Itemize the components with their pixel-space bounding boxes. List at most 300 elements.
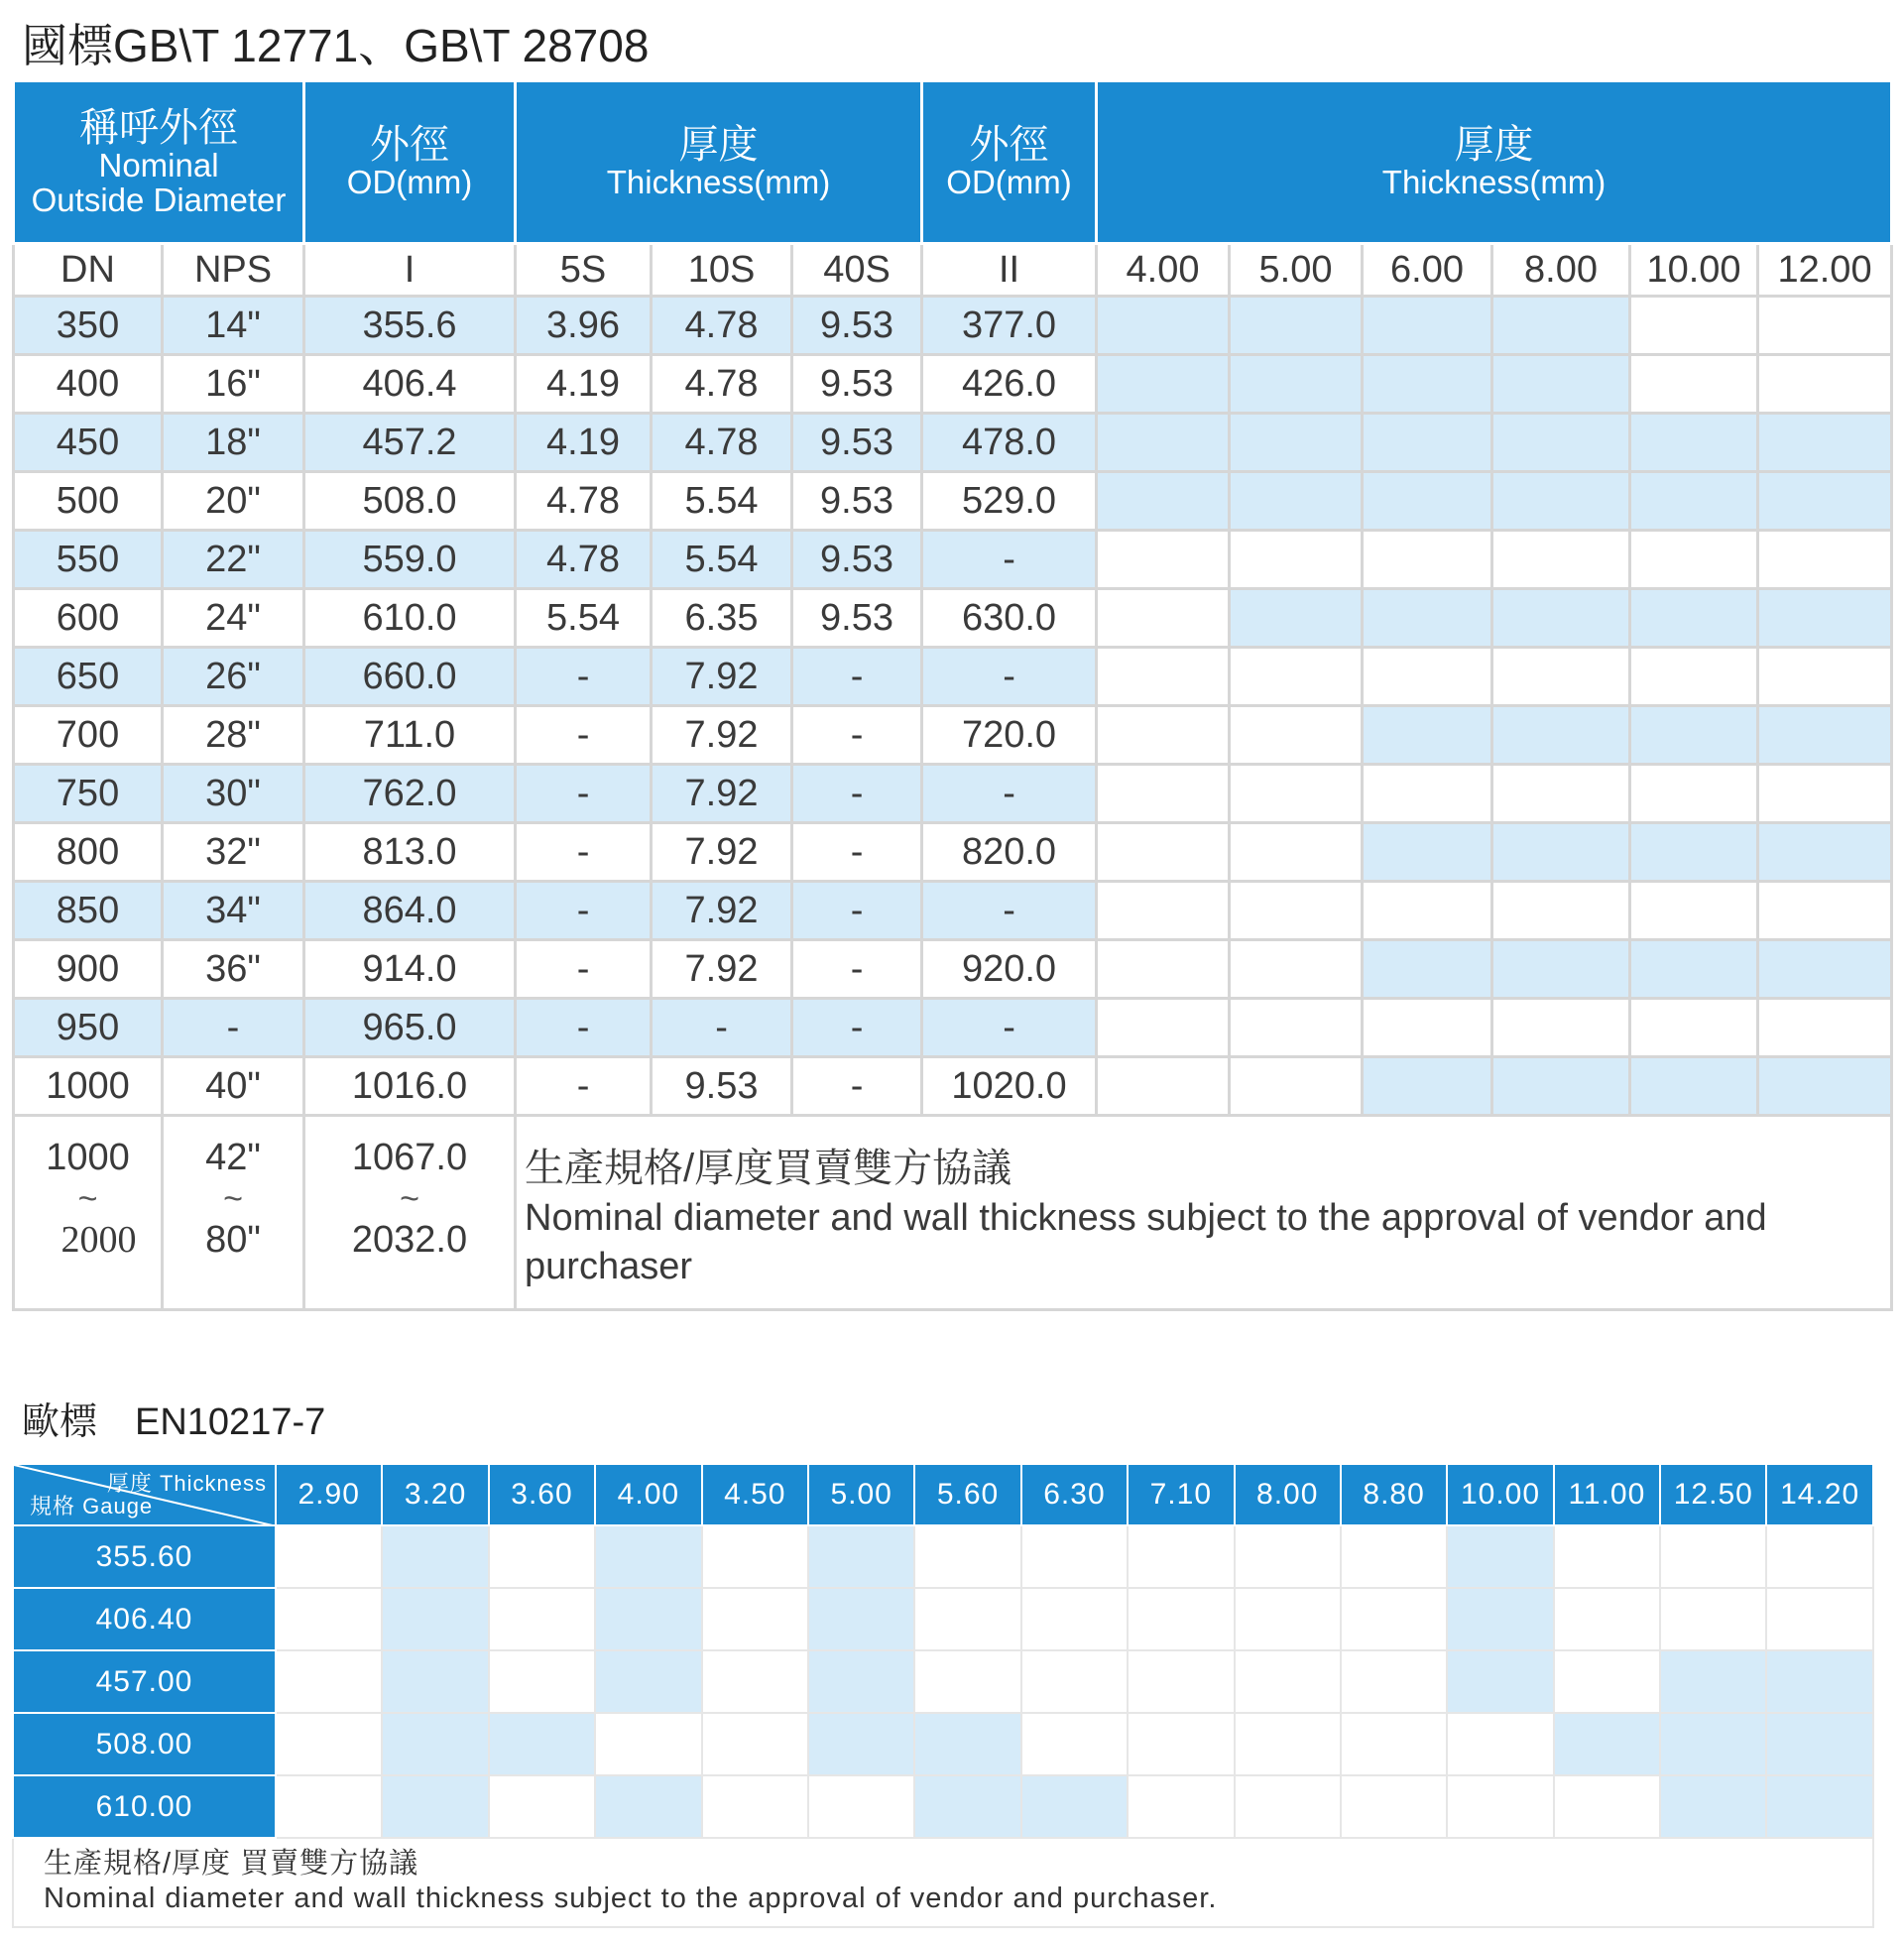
en-standard-title: 歐標 EN10217-7	[22, 1401, 326, 1443]
thickness-availability-cell	[1230, 414, 1363, 472]
footer-nps-tilde: ~	[223, 1179, 243, 1218]
corner-thickness-label: 厚度 Thickness	[106, 1471, 267, 1496]
thickness-availability-cell	[1363, 706, 1492, 765]
subheader-0: DN	[14, 244, 163, 297]
footer-dn-from: 1000	[46, 1137, 130, 1178]
thickness-availability-cell	[1630, 706, 1758, 765]
en-thickness-header-1: 3.20	[382, 1464, 488, 1525]
cell-od1: 355.6	[304, 297, 516, 355]
thickness-availability-cell	[1230, 297, 1363, 355]
cell-s40: -	[792, 882, 922, 940]
table-row	[14, 823, 1892, 882]
en-availability-cell	[1128, 1525, 1234, 1588]
cell-s5: -	[516, 882, 652, 940]
cell-s5: 3.96	[516, 297, 652, 355]
thickness-availability-cell	[1363, 589, 1492, 648]
thickness-availability-cell	[1097, 823, 1230, 882]
table-row	[14, 472, 1892, 531]
en-availability-cell	[702, 1525, 808, 1588]
en-availability-cell	[1341, 1775, 1447, 1838]
en-availability-cell	[1554, 1525, 1660, 1588]
thickness-availability-cell	[1758, 531, 1892, 589]
thickness-availability-cell	[1492, 589, 1630, 648]
thickness-availability-cell	[1097, 999, 1230, 1057]
thickness-availability-cell	[1363, 882, 1492, 940]
cell-s40: -	[792, 1057, 922, 1116]
thickness-availability-cell	[1230, 765, 1363, 823]
header-thickness-2	[1097, 81, 1892, 244]
cell-dn: 800	[14, 823, 163, 882]
en-gauge-cell: 508.00	[13, 1713, 276, 1775]
cell-nps: 32"	[163, 823, 304, 882]
cell-s40: -	[792, 706, 922, 765]
header-od-2	[922, 81, 1097, 244]
en-note-en: Nominal diameter and wall thickness subject to the approval of vendor and purchaser.	[44, 1882, 1218, 1914]
cell-od2: 720.0	[922, 706, 1097, 765]
en-availability-cell	[1235, 1713, 1341, 1775]
cell-s5: 4.78	[516, 531, 652, 589]
thickness-availability-cell	[1492, 355, 1630, 414]
thickness-availability-cell	[1630, 472, 1758, 531]
cell-od1: 508.0	[304, 472, 516, 531]
header-od2-cn: 外徑	[969, 123, 1049, 168]
en-availability-cell	[1766, 1525, 1872, 1588]
gb-spec-table	[12, 79, 1893, 1311]
en-availability-cell	[1128, 1713, 1234, 1775]
en-table-row	[13, 1525, 1873, 1588]
thickness-availability-cell	[1492, 706, 1630, 765]
thickness-availability-cell	[1758, 940, 1892, 999]
cell-s5: 4.19	[516, 414, 652, 472]
en-availability-cell	[382, 1713, 488, 1775]
en-availability-cell	[702, 1588, 808, 1650]
cell-dn: 950	[14, 999, 163, 1057]
cell-s10: 9.53	[652, 1057, 792, 1116]
cell-s5: -	[516, 940, 652, 999]
table-row	[14, 706, 1892, 765]
header-od2-en: OD(mm)	[946, 164, 1072, 201]
en-availability-cell	[1766, 1775, 1872, 1838]
thickness-availability-cell	[1630, 765, 1758, 823]
cell-od2: -	[922, 765, 1097, 823]
footer-dn-range	[14, 1116, 163, 1310]
header-nominal-cn: 稱呼外徑	[79, 105, 238, 150]
en-availability-cell	[1235, 1588, 1341, 1650]
en-availability-cell	[1554, 1650, 1660, 1713]
en-availability-cell	[1021, 1525, 1128, 1588]
table-row	[14, 765, 1892, 823]
table-row	[14, 940, 1892, 999]
table-row	[14, 999, 1892, 1057]
en-availability-cell	[1660, 1650, 1766, 1713]
thickness-availability-cell	[1758, 882, 1892, 940]
thickness-availability-cell	[1363, 999, 1492, 1057]
thickness-availability-cell	[1363, 472, 1492, 531]
cell-nps: 16"	[163, 355, 304, 414]
subheader-10: 8.00	[1492, 244, 1630, 297]
thickness-availability-cell	[1230, 472, 1363, 531]
cell-s40: -	[792, 999, 922, 1057]
header-thk2-en: Thickness(mm)	[1381, 164, 1606, 201]
thickness-availability-cell	[1492, 648, 1630, 706]
cell-nps: 28"	[163, 706, 304, 765]
thickness-availability-cell	[1230, 706, 1363, 765]
subheader-12: 12.00	[1758, 244, 1892, 297]
thickness-availability-cell	[1230, 882, 1363, 940]
en-availability-cell	[1447, 1588, 1553, 1650]
cell-s10: 5.54	[652, 531, 792, 589]
en-availability-cell	[1128, 1588, 1234, 1650]
cell-od2: 377.0	[922, 297, 1097, 355]
cell-s10: 7.92	[652, 823, 792, 882]
en-availability-cell	[1235, 1775, 1341, 1838]
cell-s40: -	[792, 823, 922, 882]
cell-od2: 820.0	[922, 823, 1097, 882]
thickness-availability-cell	[1363, 765, 1492, 823]
en-table-row	[13, 1588, 1873, 1650]
footer-note	[516, 1116, 1892, 1310]
en-availability-cell	[808, 1650, 914, 1713]
en-availability-cell	[1341, 1650, 1447, 1713]
table-row	[14, 297, 1892, 355]
cell-s10: 4.78	[652, 297, 792, 355]
cell-s40: -	[792, 648, 922, 706]
cell-od1: 762.0	[304, 765, 516, 823]
thickness-availability-cell	[1492, 999, 1630, 1057]
en-availability-cell	[276, 1713, 382, 1775]
en-availability-cell	[1660, 1713, 1766, 1775]
gb-footer-row	[14, 1116, 1892, 1310]
en-thickness-header-9: 8.00	[1235, 1464, 1341, 1525]
cell-dn: 600	[14, 589, 163, 648]
thickness-availability-cell	[1492, 823, 1630, 882]
en-availability-cell	[595, 1775, 701, 1838]
thickness-availability-cell	[1363, 1057, 1492, 1116]
cell-s40: -	[792, 765, 922, 823]
cell-od1: 559.0	[304, 531, 516, 589]
thickness-availability-cell	[1097, 355, 1230, 414]
en-availability-cell	[1235, 1525, 1341, 1588]
thickness-availability-cell	[1758, 765, 1892, 823]
en-gauge-cell: 355.60	[13, 1525, 276, 1588]
en-availability-cell	[276, 1650, 382, 1713]
table-row	[14, 589, 1892, 648]
en-availability-cell	[1447, 1525, 1553, 1588]
thickness-availability-cell	[1758, 589, 1892, 648]
en-availability-cell	[702, 1775, 808, 1838]
en-availability-cell	[808, 1588, 914, 1650]
cell-nps: 26"	[163, 648, 304, 706]
en-table-row	[13, 1713, 1873, 1775]
cell-od1: 406.4	[304, 355, 516, 414]
en-gauge-cell: 610.00	[13, 1775, 276, 1838]
table-row	[14, 648, 1892, 706]
thickness-availability-cell	[1230, 589, 1363, 648]
thickness-availability-cell	[1230, 999, 1363, 1057]
cell-s10: 7.92	[652, 648, 792, 706]
cell-s40: -	[792, 940, 922, 999]
cell-od1: 711.0	[304, 706, 516, 765]
en-availability-cell	[276, 1525, 382, 1588]
subheader-2: I	[304, 244, 516, 297]
cell-s10: 7.92	[652, 765, 792, 823]
footer-note-en: Nominal diameter and wall thickness subject to the approval of vendor and purchaser	[525, 1197, 1767, 1288]
cell-od1: 813.0	[304, 823, 516, 882]
cell-od2: 478.0	[922, 414, 1097, 472]
en-table-row	[13, 1650, 1873, 1713]
en-availability-cell	[808, 1775, 914, 1838]
footer-nps-to: 80"	[205, 1218, 261, 1261]
thickness-availability-cell	[1758, 1057, 1892, 1116]
thickness-availability-cell	[1097, 706, 1230, 765]
subheader-11: 10.00	[1630, 244, 1758, 297]
cell-nps: 14"	[163, 297, 304, 355]
cell-nps: 20"	[163, 472, 304, 531]
en-availability-cell	[702, 1650, 808, 1713]
thickness-availability-cell	[1630, 648, 1758, 706]
en-thickness-header-7: 6.30	[1021, 1464, 1128, 1525]
footer-od-from: 1067.0	[351, 1137, 468, 1178]
cell-s40: 9.53	[792, 472, 922, 531]
en-availability-cell	[914, 1775, 1020, 1838]
thickness-availability-cell	[1630, 355, 1758, 414]
header-nominal-diameter	[14, 81, 304, 244]
en-availability-cell	[1766, 1588, 1872, 1650]
cell-nps: 36"	[163, 940, 304, 999]
table-row	[14, 531, 1892, 589]
cell-s10: 5.54	[652, 472, 792, 531]
thickness-availability-cell	[1097, 940, 1230, 999]
en-footer-row	[13, 1838, 1873, 1927]
en-availability-cell	[1554, 1775, 1660, 1838]
thickness-availability-cell	[1097, 648, 1230, 706]
en-availability-cell	[489, 1588, 595, 1650]
subheader-1: NPS	[163, 244, 304, 297]
thickness-availability-cell	[1630, 589, 1758, 648]
cell-s5: -	[516, 999, 652, 1057]
thickness-availability-cell	[1230, 1057, 1363, 1116]
footer-od-range	[304, 1116, 516, 1310]
cell-s40: 9.53	[792, 589, 922, 648]
cell-dn: 400	[14, 355, 163, 414]
corner-gauge-label: 規格 Gauge	[30, 1494, 154, 1518]
en-availability-cell	[1660, 1588, 1766, 1650]
en-thickness-header-2: 3.60	[489, 1464, 595, 1525]
thickness-availability-cell	[1758, 706, 1892, 765]
en-availability-cell	[1554, 1588, 1660, 1650]
en-gauge-cell: 457.00	[13, 1650, 276, 1713]
footer-dn-tilde: ~	[77, 1179, 98, 1218]
thickness-availability-cell	[1630, 297, 1758, 355]
en-thickness-header-8: 7.10	[1128, 1464, 1234, 1525]
thickness-availability-cell	[1097, 589, 1230, 648]
cell-s5: -	[516, 648, 652, 706]
subheader-8: 5.00	[1230, 244, 1363, 297]
en-availability-cell	[914, 1713, 1020, 1775]
en-table-row	[13, 1775, 1873, 1838]
thickness-availability-cell	[1492, 1057, 1630, 1116]
header-od1-en: OD(mm)	[346, 164, 473, 201]
en-thickness-header-13: 12.50	[1660, 1464, 1766, 1525]
cell-od2: 1020.0	[922, 1057, 1097, 1116]
en-footer-note	[13, 1838, 1873, 1927]
gb-standard-title: 國標GB\T 12771、GB\T 28708	[22, 20, 650, 71]
thickness-availability-cell	[1630, 940, 1758, 999]
cell-od2: 920.0	[922, 940, 1097, 999]
thickness-availability-cell	[1363, 297, 1492, 355]
table-row	[14, 414, 1892, 472]
cell-nps: 22"	[163, 531, 304, 589]
cell-dn: 500	[14, 472, 163, 531]
subheader-7: 4.00	[1097, 244, 1230, 297]
thickness-availability-cell	[1492, 882, 1630, 940]
cell-s5: 5.54	[516, 589, 652, 648]
subheader-4: 10S	[652, 244, 792, 297]
table-row	[14, 1057, 1892, 1116]
thickness-availability-cell	[1758, 648, 1892, 706]
en-availability-cell	[1021, 1650, 1128, 1713]
cell-s5: -	[516, 1057, 652, 1116]
thickness-availability-cell	[1363, 940, 1492, 999]
thickness-availability-cell	[1097, 472, 1230, 531]
cell-s10: -	[652, 999, 792, 1057]
cell-s10: 4.78	[652, 414, 792, 472]
thickness-availability-cell	[1097, 1057, 1230, 1116]
cell-od1: 660.0	[304, 648, 516, 706]
cell-od1: 610.0	[304, 589, 516, 648]
en-thickness-header-5: 5.00	[808, 1464, 914, 1525]
header-thickness-1	[516, 81, 922, 244]
cell-dn: 450	[14, 414, 163, 472]
thickness-availability-cell	[1758, 414, 1892, 472]
cell-dn: 750	[14, 765, 163, 823]
cell-od1: 965.0	[304, 999, 516, 1057]
cell-od2: 529.0	[922, 472, 1097, 531]
en-availability-cell	[1128, 1650, 1234, 1713]
en-availability-cell	[1766, 1713, 1872, 1775]
thickness-availability-cell	[1230, 531, 1363, 589]
thickness-availability-cell	[1097, 531, 1230, 589]
cell-nps: 24"	[163, 589, 304, 648]
en-thickness-header-0: 2.90	[276, 1464, 382, 1525]
en-availability-cell	[595, 1525, 701, 1588]
en-availability-cell	[702, 1713, 808, 1775]
footer-dn-to: 2000	[60, 1218, 137, 1261]
en-corner-header	[13, 1464, 276, 1525]
thickness-availability-cell	[1492, 531, 1630, 589]
en-availability-cell	[1447, 1713, 1553, 1775]
cell-od2: 426.0	[922, 355, 1097, 414]
thickness-availability-cell	[1630, 531, 1758, 589]
footer-od-tilde: ~	[400, 1179, 419, 1218]
subheader-row	[14, 244, 1892, 297]
thickness-availability-cell	[1363, 823, 1492, 882]
en-availability-cell	[489, 1525, 595, 1588]
en-availability-cell	[914, 1588, 1020, 1650]
thickness-availability-cell	[1492, 297, 1630, 355]
thickness-availability-cell	[1630, 999, 1758, 1057]
footer-nps-from: 42"	[205, 1137, 261, 1178]
en-availability-cell	[1554, 1713, 1660, 1775]
cell-nps: 18"	[163, 414, 304, 472]
thickness-availability-cell	[1630, 1057, 1758, 1116]
en-thickness-header-11: 10.00	[1447, 1464, 1553, 1525]
en-availability-cell	[1341, 1588, 1447, 1650]
en-availability-cell	[1021, 1775, 1128, 1838]
cell-od2: -	[922, 999, 1097, 1057]
thickness-availability-cell	[1097, 297, 1230, 355]
en-availability-cell	[489, 1713, 595, 1775]
en-availability-cell	[595, 1713, 701, 1775]
header-thk1-cn: 厚度	[678, 123, 759, 168]
cell-od2: -	[922, 648, 1097, 706]
cell-s40: 9.53	[792, 531, 922, 589]
en-availability-cell	[595, 1650, 701, 1713]
en-thickness-header-6: 5.60	[914, 1464, 1020, 1525]
thickness-availability-cell	[1492, 472, 1630, 531]
thickness-availability-cell	[1492, 940, 1630, 999]
cell-dn: 1000	[14, 1057, 163, 1116]
en-thickness-header-4: 4.50	[702, 1464, 808, 1525]
footer-nps-range	[163, 1116, 304, 1310]
en-header-row	[13, 1464, 1873, 1525]
en-availability-cell	[1235, 1650, 1341, 1713]
cell-s5: -	[516, 765, 652, 823]
thickness-availability-cell	[1363, 531, 1492, 589]
thickness-availability-cell	[1363, 648, 1492, 706]
thickness-availability-cell	[1630, 882, 1758, 940]
header-nominal-en1: Nominal	[98, 146, 219, 183]
cell-dn: 550	[14, 531, 163, 589]
cell-nps: 40"	[163, 1057, 304, 1116]
subheader-6: II	[922, 244, 1097, 297]
thickness-availability-cell	[1492, 414, 1630, 472]
cell-od2: -	[922, 531, 1097, 589]
thickness-availability-cell	[1758, 355, 1892, 414]
thickness-availability-cell	[1758, 999, 1892, 1057]
thickness-availability-cell	[1758, 823, 1892, 882]
thickness-availability-cell	[1363, 355, 1492, 414]
cell-dn: 700	[14, 706, 163, 765]
en-availability-cell	[1128, 1775, 1234, 1838]
thickness-availability-cell	[1630, 414, 1758, 472]
cell-s5: 4.19	[516, 355, 652, 414]
thickness-availability-cell	[1097, 414, 1230, 472]
cell-dn: 900	[14, 940, 163, 999]
thickness-availability-cell	[1492, 765, 1630, 823]
cell-dn: 850	[14, 882, 163, 940]
en-availability-cell	[489, 1650, 595, 1713]
cell-nps: -	[163, 999, 304, 1057]
cell-od1: 457.2	[304, 414, 516, 472]
en-availability-cell	[276, 1775, 382, 1838]
cell-od2: -	[922, 882, 1097, 940]
cell-od1: 1016.0	[304, 1057, 516, 1116]
en-availability-cell	[1341, 1713, 1447, 1775]
en-thickness-header-14: 14.20	[1766, 1464, 1872, 1525]
thickness-availability-cell	[1097, 765, 1230, 823]
en-spec-table	[12, 1463, 1874, 1928]
en-availability-cell	[1447, 1650, 1553, 1713]
subheader-5: 40S	[792, 244, 922, 297]
cell-s40: 9.53	[792, 414, 922, 472]
en-availability-cell	[914, 1650, 1020, 1713]
en-thickness-header-3: 4.00	[595, 1464, 701, 1525]
table-row	[14, 882, 1892, 940]
cell-dn: 650	[14, 648, 163, 706]
header-od1-cn: 外徑	[370, 123, 450, 168]
cell-s10: 7.92	[652, 706, 792, 765]
